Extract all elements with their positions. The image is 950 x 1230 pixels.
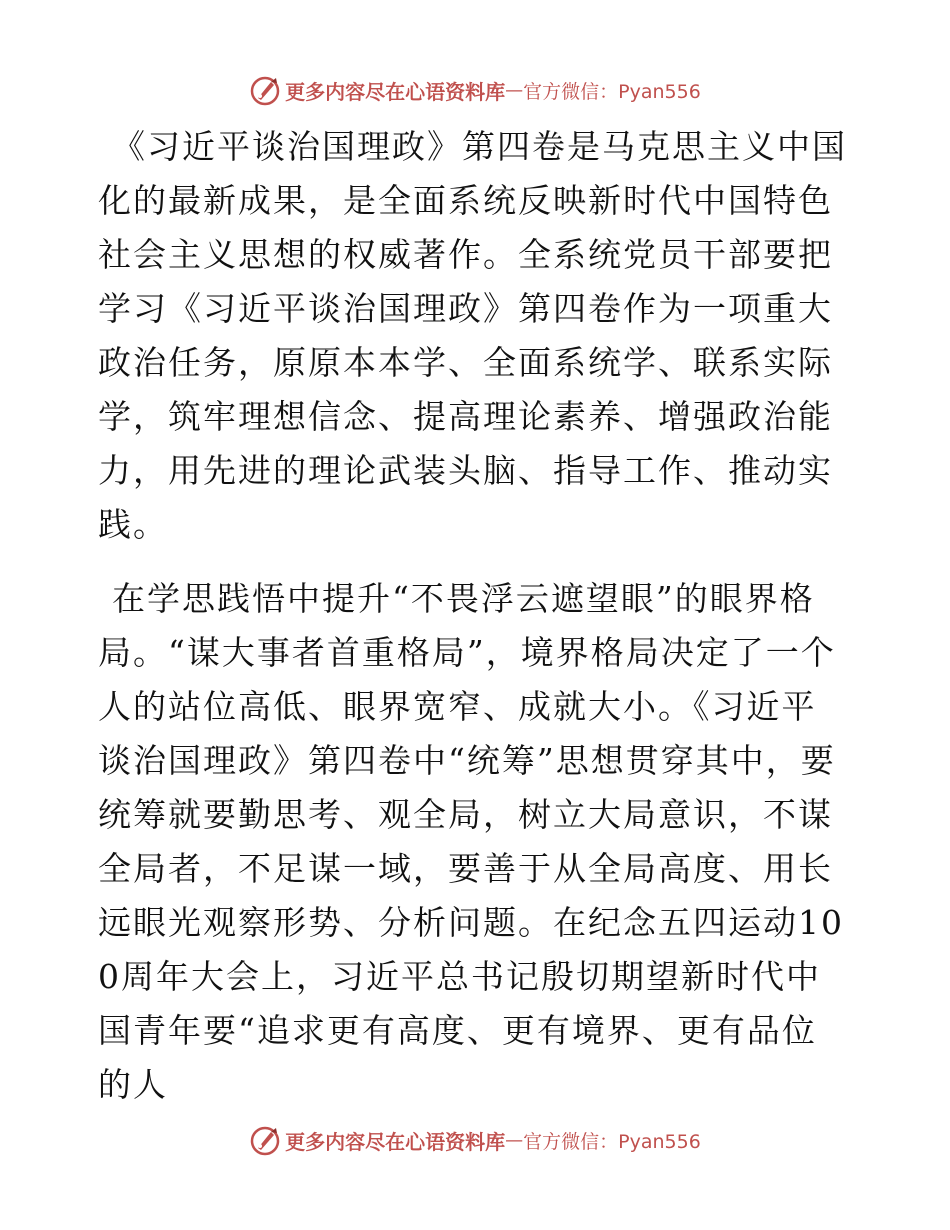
banner-wechat: 官方微信：Pyan556 bbox=[523, 1130, 701, 1153]
red-quill-logo-icon bbox=[249, 1124, 281, 1156]
paragraph-1: 《习近平谈治国理政》第四卷是马克思主义中国化的最新成果，是全面系统反映新时代中国特色社会主义思想的权威著作。全系统党员干部要把学习《习近平谈治国理政》第四卷作为一项重大政治任务，原原本本学、全面系统学、联系实际学，筑牢理想信念、提高理论素养、增强政治能力，用先进的理论武装头脑、指导工作、推动实践。 bbox=[98, 127, 847, 544]
banner-dash: — bbox=[505, 1129, 524, 1151]
footer-banner bbox=[0, 1122, 950, 1158]
red-quill-logo-icon bbox=[249, 74, 281, 106]
banner-slogan: 更多内容尽在心语资料库 bbox=[285, 79, 506, 104]
banner-wechat: 官方微信：Pyan556 bbox=[523, 80, 701, 103]
banner-slogan: 更多内容尽在心语资料库 bbox=[285, 1129, 506, 1154]
document-body bbox=[98, 120, 850, 1112]
banner-dash: — bbox=[505, 79, 524, 101]
header-banner bbox=[0, 72, 950, 108]
paragraph-2: 在学思践悟中提升“不畏浮云遮望眼”的眼界格局。“谋大事者首重格局”，境界格局决定了一个人的站位高低、眼界宽窄、成就大小。《习近平谈治国理政》第四卷中“统筹”思想贯穿其中，要统筹就要勤思考、观全局，树立大局意识，不谋全局者，不足谋一域，要善于从全局高度、用长远眼光观察形势、分析问题。在纪念五四运动100周年大会上，习近平总书记殷切期望新时代中国青年要“追求更有高度、更有境界、更有品位的人 bbox=[98, 579, 844, 1104]
